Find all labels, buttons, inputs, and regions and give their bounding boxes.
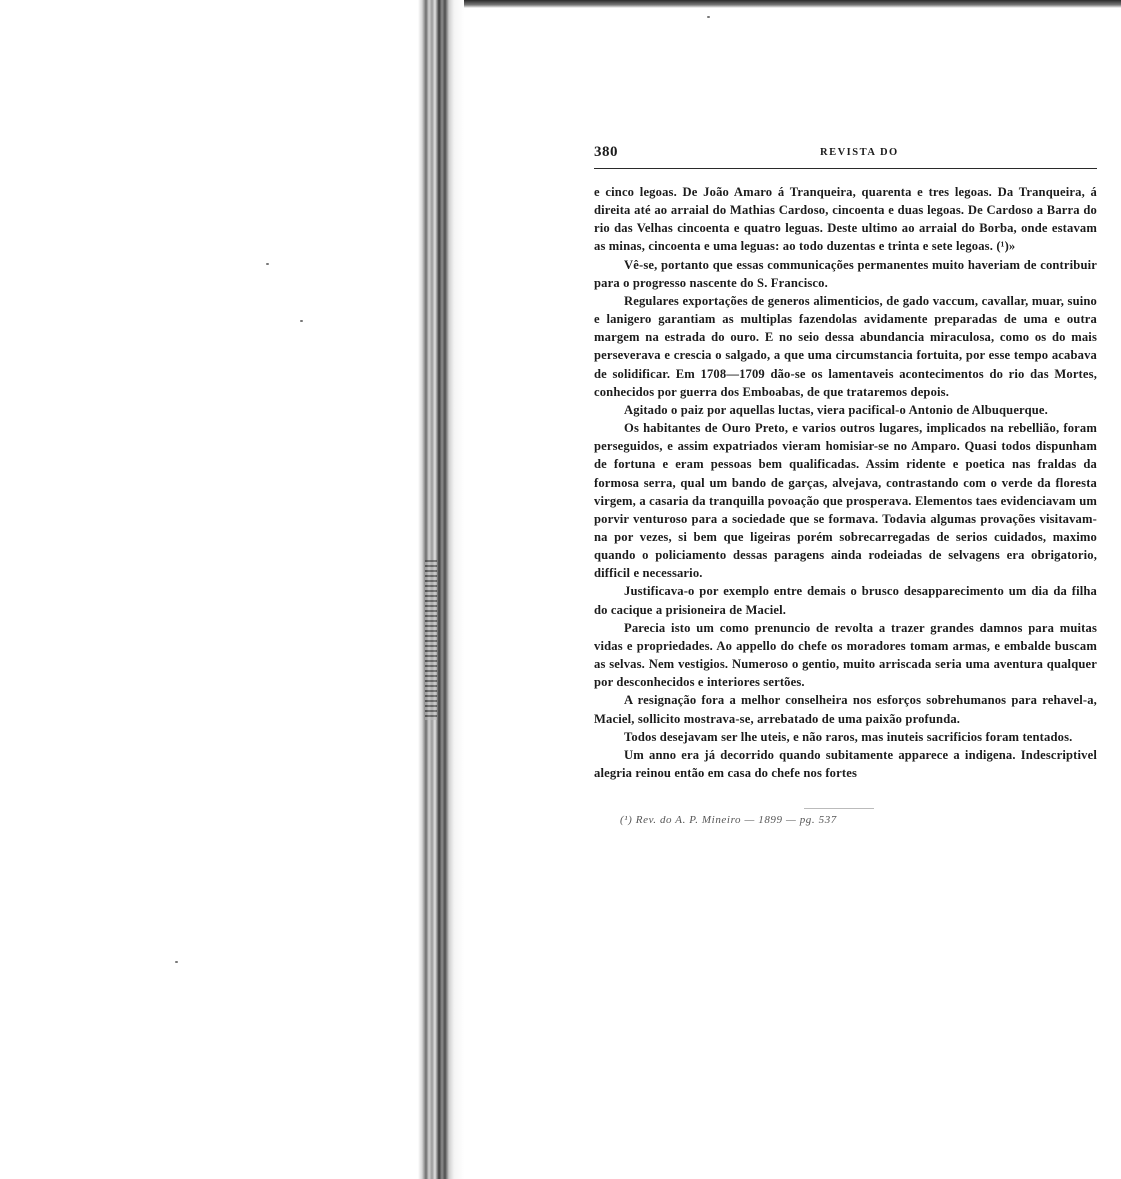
footnote: (¹) Rev. do A. P. Mineiro — 1899 — pg. 537	[620, 814, 837, 827]
scan-speck	[266, 263, 269, 265]
book-page	[594, 140, 1097, 826]
header-rule	[594, 168, 1097, 169]
journal-title: REVISTA DO	[820, 147, 899, 158]
scan-speck	[300, 320, 303, 322]
paragraph: Um anno era já decorrido quando subitamente apparece a indigena. Indescriptivel alegria reinou então em casa do chefe nos fortes	[594, 747, 1097, 780]
paragraph: Parecia isto um como prenuncio de revolta a trazer grandes damnos para muitas vidas e propriedades. Ao appello do chefe os moradores tomam armas, e embalde buscam as selvas. Nem vestigios. Numeroso o gentio, muito arriscada seria uma aventura qualquer por desconhecidos e interiores sertões.	[594, 620, 1097, 690]
paragraph: Todos desejavam ser lhe uteis, e não raros, mas inuteis sacrificios foram tentados.	[624, 729, 1073, 744]
body-text	[594, 183, 1097, 782]
gutter-shadow	[425, 560, 437, 720]
scan-speck	[707, 16, 710, 18]
paragraph: Justificava-o por exemplo entre demais o brusco desapparecimento um dia da filha do cacique a prisioneira de Maciel.	[594, 584, 1097, 617]
paragraph: e cinco legoas. De João Amaro á Tranqueira, quarenta e tres legoas. Da Tranqueira, á direita até ao arraial do Mathias Cardoso, cincoenta e duas legoas. De Cardoso a Barra do rio das Velhas cincoenta e quatro leguas. Deste ultimo ao arraial do Borba, onde estavam as minas, cincoenta e uma leguas: ao todo duzentas e trinta e sete legoas. (¹)»	[594, 185, 1097, 254]
page-number: 380	[594, 144, 618, 160]
paragraph: A resignação fora a melhor conselheira nos esforços sobrehumanos para rehavel-a, Maciel, sollicito mostrava-se, arrebatado de uma paixão profunda.	[594, 693, 1097, 726]
paragraph: Os habitantes de Ouro Preto, e varios outros lugares, implicados na rebellião, foram perseguidos, e assim expatriados vieram homisiar-se no Amparo. Quasi todos dispunham de fortuna e eram pessoas bem qualificadas. Assim ridente e poetica nas fraldas da formosa serra, qual um bando de garças, alvejava, contrastando com o verde da floresta virgem, a casaria da tranquilla povoação que prosperava. Elementos taes evidenciavam um porvir venturoso para a sociedade que se formava. Todavia algumas provações visitavam-na por vezes, si bem que ligeiras porém sobrecarregadas de serios cuidados, maximo quando o policiamento dessas paragens ainda rodeiadas de selvagens era obrigatorio, difficil e necessario.	[594, 421, 1097, 581]
paragraph: Vê-se, portanto que essas communicações permanentes muito haveriam de contribuir para o progresso nascente do S. Francisco.	[594, 257, 1097, 290]
paragraph: Regulares exportações de generos alimenticios, de gado vaccum, cavallar, muar, suino e lanigero garantiam as multiplas fazendolas avidamente preparadas de uma e outra margem na estrada do ouro. E no seio dessa abundancia miraculosa, como os do mais perseverava e crescia o salgado, a que uma circumstancia fortuita, por esse tempo acabava de solidificar. Em 1708—1709 dão-se os lamentaveis acontecimentos do rio das Mortes, conhecidos por guerra dos Emboabas, de que trataremos depois.	[594, 293, 1097, 399]
paragraph: Agitado o paiz por aquellas luctas, viera pacifical-o Antonio de Albuquerque.	[624, 402, 1048, 417]
running-head	[594, 140, 1097, 162]
scan-speck	[175, 961, 178, 963]
page-top-edge	[420, 0, 1121, 8]
footnote-rule	[804, 808, 874, 809]
